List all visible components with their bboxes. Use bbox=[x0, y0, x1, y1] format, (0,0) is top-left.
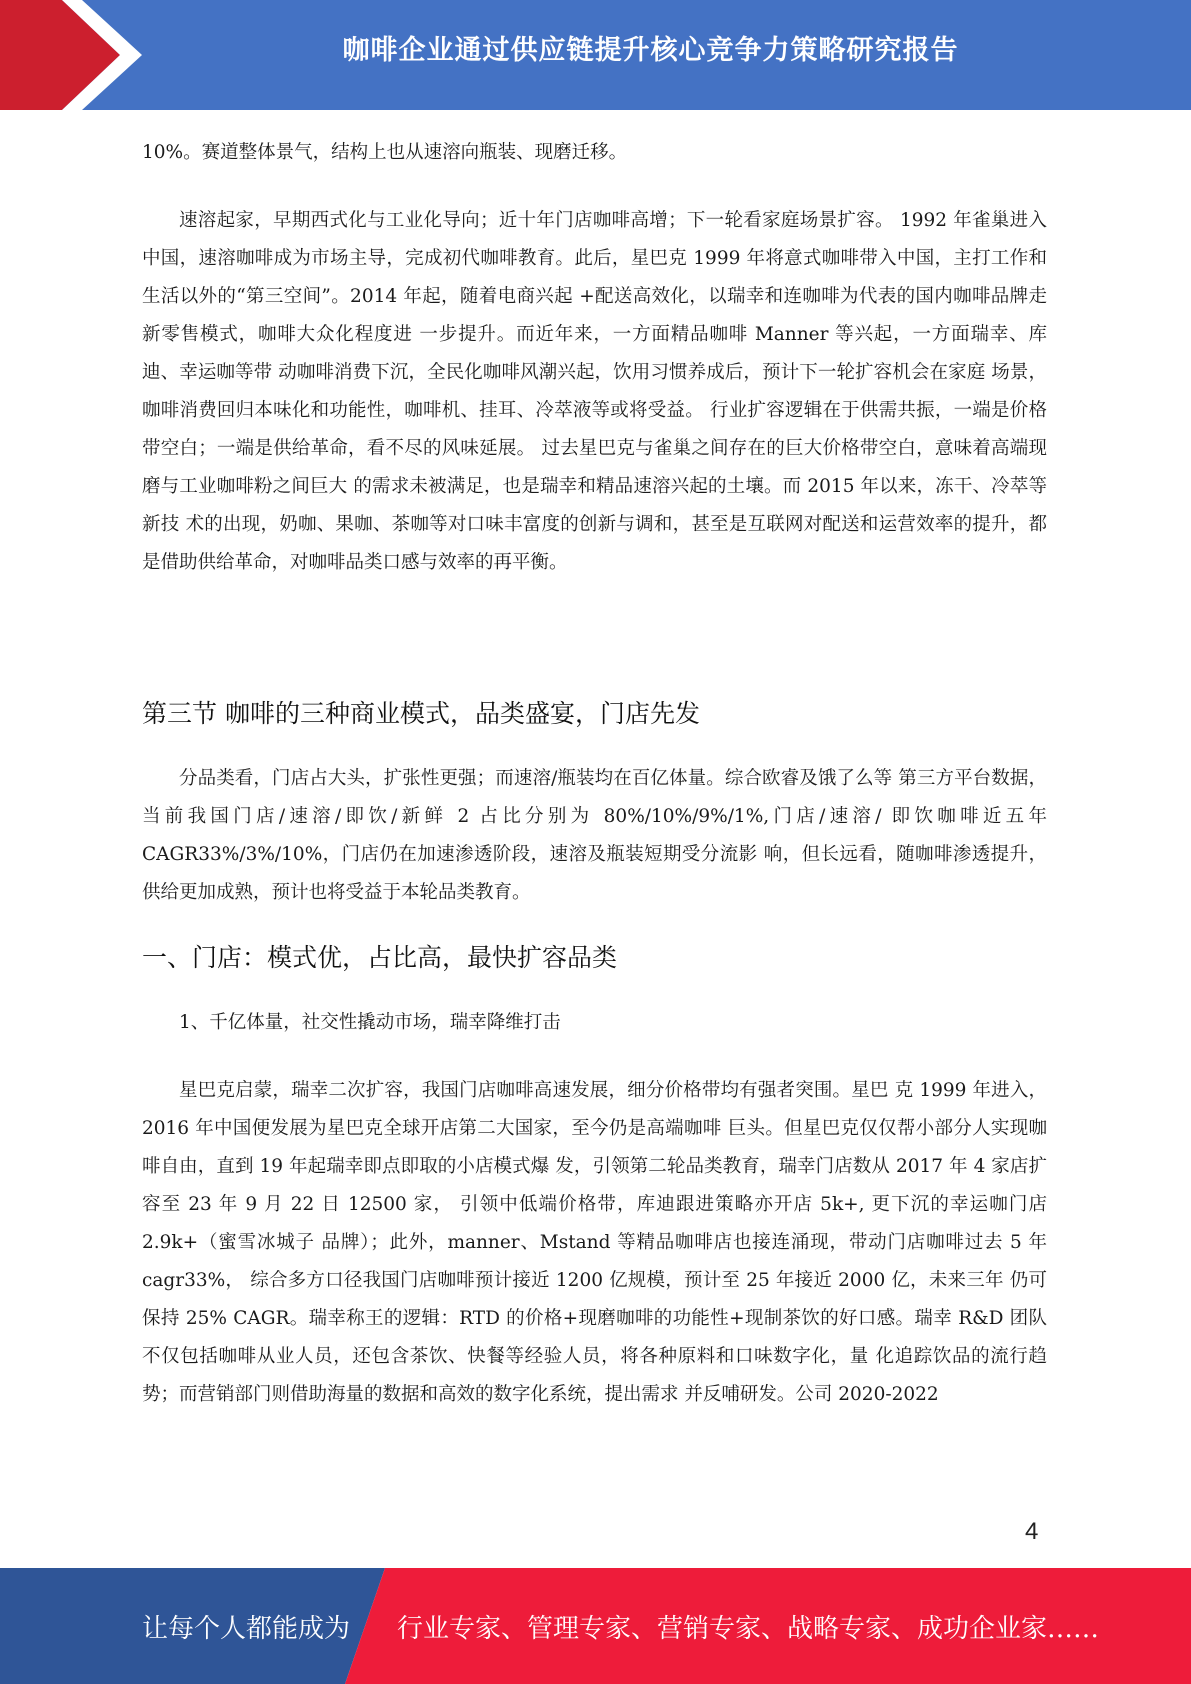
page-body bbox=[142, 134, 1047, 1414]
section-heading: 第三节 咖啡的三种商业模式，品类盛宴，门店先发 bbox=[142, 699, 700, 728]
numbered-subheading: 1、千亿体量，社交性撬动市场，瑞幸降维打击 bbox=[179, 1012, 561, 1033]
paragraph-continued: 10%。赛道整体景气，结构上也从速溶向瓶装、现磨迁移。 bbox=[142, 142, 628, 163]
subsection-heading: 一、门店：模式优，占比高，最快扩容品类 bbox=[142, 943, 618, 972]
page-number: 4 bbox=[1025, 1518, 1039, 1545]
paragraph-history: 速溶起家，早期西式化与工业化导向；近十年门店咖啡高增；下一轮看家庭场景扩容。 1992 年雀巢进入中国，速溶咖啡成为市场主导，完成初代咖啡教育。此后，星巴克 1999 年将意式咖啡带入中国，主打工作和生活以外的“第三空间”。2014 年起，随着电商兴起 +配送高效化，以瑞幸和连咖啡为代表的国内咖啡品牌走新零售模式，咖啡大众化程度进 一步提升。而近年来，一方面精品咖啡 Manner 等兴起，一方面瑞幸、库迪、幸运咖等带 动咖啡消费下沉，全民化咖啡风潮兴起，饮用习惯养成后，预计下一轮扩容机会在家庭 场景，咖啡消费回归本味化和功能性，咖啡机、挂耳、冷萃液等或将受益。 行业扩容逻辑在于供需共振，一端是价格带空白；一端是供给革命，看不尽的风味延展。 过去星巴克与雀巢之间存在的巨大价格带空白，意味着高端现磨与工业咖啡粉之间巨大 的需求未被满足，也是瑞幸和精品速溶兴起的土壤。而 2015 年以来，冻干、冷萃等新技 术的出现，奶咖、果咖、茶咖等对口味丰富度的创新与调和，甚至是互联网对配送和运营效率的提升，都是借助供给革命，对咖啡品类口感与效率的再平衡。 bbox=[142, 210, 1047, 573]
header-arrow-decoration bbox=[0, 0, 160, 110]
footer-slogan-right: 行业专家、管理专家、营销专家、战略专家、成功企业家…… bbox=[397, 1614, 1100, 1644]
document-title: 咖啡企业通过供应链提升核心竞争力策略研究报告 bbox=[342, 35, 959, 66]
paragraph-category-split: 分品类看，门店占大头，扩张性更强；而速溶/瓶装均在百亿体量。综合欧睿及饿了么等 第三方平台数据，当前我国门店/速溶/即饮/新鲜 2 占比分别为 80%/10%/9%/1%,门店/速溶/ 即饮咖啡近五年 CAGR33%/3%/10%，门店仍在加速渗透阶段，速溶及瓶装短期受分流影 响，但长远看，随咖啡渗透提升，供给更加成熟，预计也将受益于本轮品类教育。 bbox=[142, 768, 1047, 903]
paragraph-store-coffee: 星巴克启蒙，瑞幸二次扩容，我国门店咖啡高速发展，细分价格带均有强者突围。星巴 克 1999 年进入，2016 年中国便发展为星巴克全球开店第二大国家，至今仍是高端咖啡 巨头。但星巴克仅仅帮小部分人实现咖啡自由，直到 19 年起瑞幸即点即取的小店模式爆 发，引领第二轮品类教育，瑞幸门店数从 2017 年 4 家店扩容至 23 年 9 月 22 日 12500 家， 引领中低端价格带，库迪跟进策略亦开店 5k+, 更下沉的幸运咖门店 2.9k+（蜜雪冰城子 品牌）；此外，manner、Mstand 等精品咖啡店也接连涌现，带动门店咖啡过去 5 年 cagr33%， 综合多方口径我国门店咖啡预计接近 1200 亿规模，预计至 25 年接近 2000 亿，未来三年 仍可保持 25% CAGR。瑞幸称王的逻辑：RTD 的价格+现磨咖啡的功能性+现制茶饮的好口感。瑞幸 R&D 团队 不仅包括咖啡从业人员，还包含茶饮、快餐等经验人员，将各种原料和口味数字化，量 化追踪饮品的流行趋势；而营销部门则借助海量的数据和高效的数字化系统，提出需求 并反哺研发。公司 2020-2022 bbox=[142, 1080, 1047, 1405]
footer-slogan-left: 让每个人都能成为 bbox=[142, 1614, 351, 1644]
page-footer bbox=[0, 1568, 1191, 1684]
page-header bbox=[0, 0, 1191, 110]
